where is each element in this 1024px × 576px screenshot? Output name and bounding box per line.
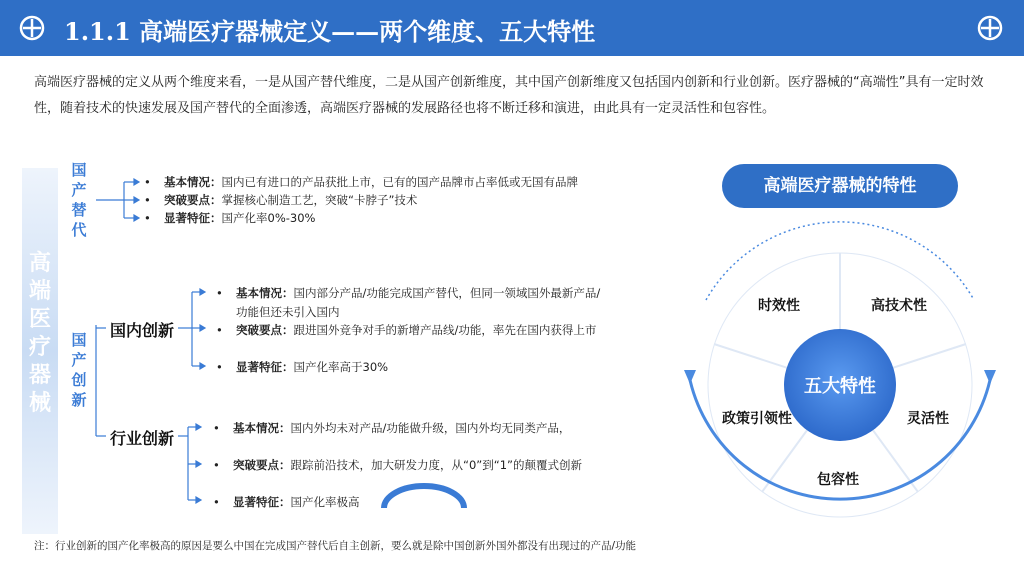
list-item: • 显著特征：国产化率高于30% (216, 360, 389, 374)
feature-high-tech: 高技术性 (871, 298, 927, 314)
list-item: • 突破要点：跟踪前沿技术，加大研发力度，从“0”到“1”的颠覆式创新 (213, 458, 582, 472)
domestic-innovation-label: 国内创新 (110, 321, 175, 340)
list-item: • 基本情况：国内外均未对产品/功能做升级，国内外均无同类产品， (213, 421, 571, 435)
list-item: • 突破要点：跟进国外竞争对手的新增产品线/功能，率先在国内获得上市 (216, 323, 597, 337)
root-label: 高端医疗器械 (28, 251, 51, 416)
innovation-label: 国产创新 (71, 331, 87, 409)
feature-timeliness: 时效性 (758, 298, 800, 314)
intro-paragraph: 高端医疗器械的定义从两个维度来看，一是从国产替代维度，二是从国产创新维度，其中国产创新维度又包括国内创新和行业创新。医疗器械的“高端性”具有一定时效性，随着技术的快速发展及国产替代的全面渗透，高端医疗器械的发展路径也将不断迁移和演进，由此具有一定灵活性和包容性。 (34, 75, 984, 116)
feature-policy-leading: 政策引领性 (722, 411, 792, 427)
substitution-label: 国产替代 (71, 161, 87, 239)
footnote: 注：行业创新的国产化率极高的原因是要么中国在完成国产替代后自主创新，要么就是除中国创新外国外都没有出现过的产品/功能 (34, 540, 637, 552)
list-item: • 突破要点：掌握核心制造工艺，突破“卡脖子”技术 (144, 193, 418, 207)
page-title: 1.1.1 高端医疗器械定义——两个维度、五大特性 (64, 17, 596, 46)
list-item: • 基本情况：国内部分产品/功能完成国产替代，但同一领域国外最新产品/功能但还未引入国内 (216, 286, 601, 319)
industry-innovation-label: 行业创新 (110, 429, 175, 448)
features-title: 高端医疗器械的特性 (722, 164, 958, 208)
feature-inclusiveness: 包容性 (817, 472, 859, 488)
feature-flexibility: 灵活性 (907, 411, 949, 427)
list-item: • 显著特征：国产化率0%-30% (144, 211, 316, 225)
center-label: 五大特性 (804, 376, 876, 397)
list-item: • 显著特征：国产化率极高 (213, 495, 360, 509)
list-item: • 基本情况：国内已有进口的产品获批上市，已有的国产品牌市占率低或无国有品牌 (144, 175, 578, 189)
